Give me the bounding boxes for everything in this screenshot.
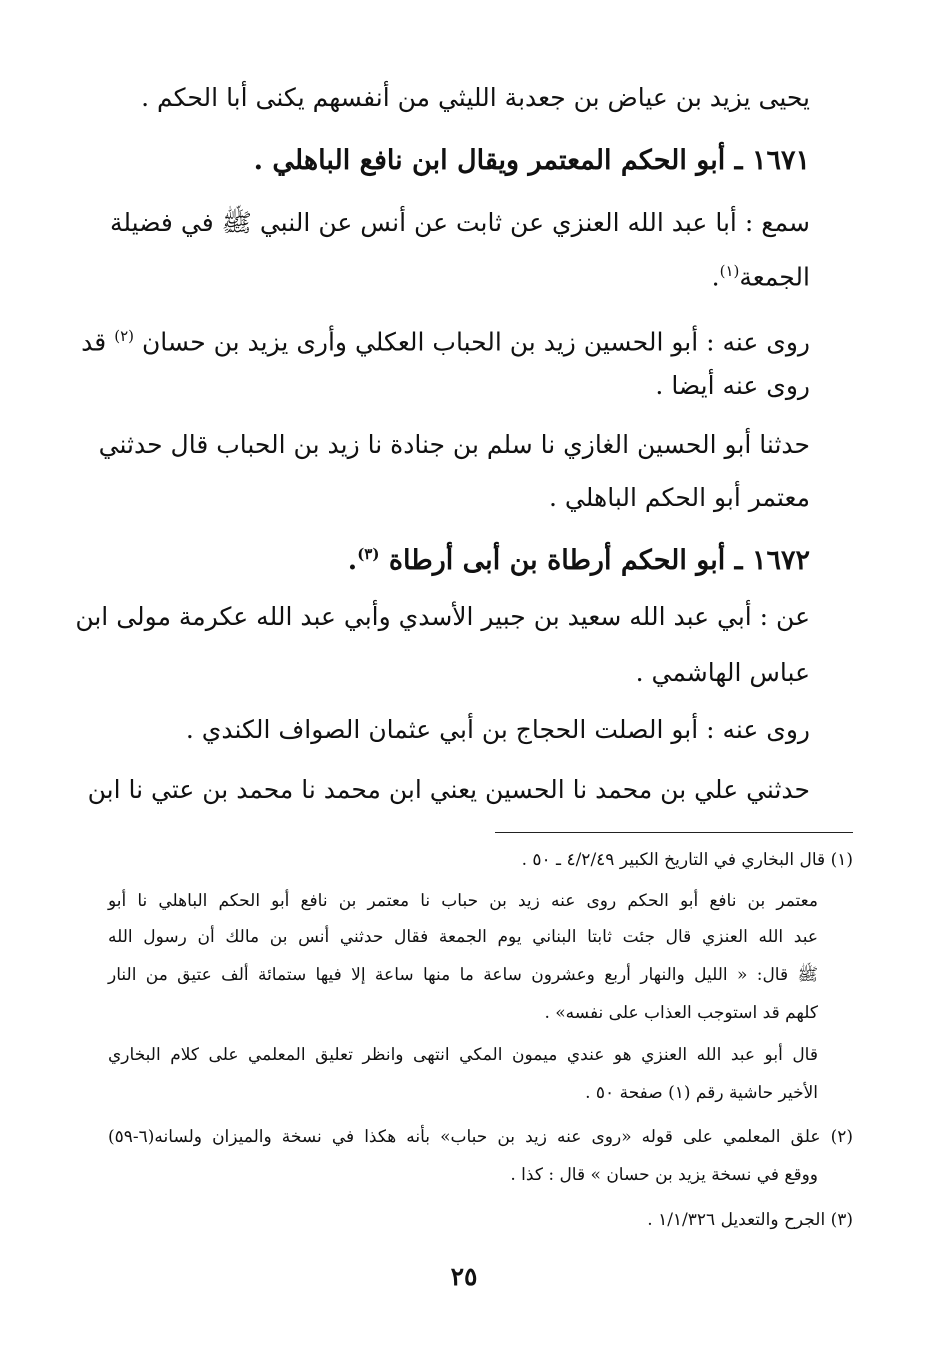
footnote-1: (١) قال البخاري في التاريخ الكبير ٤/٢/٤٩ ـ ٥٠ . [521,850,853,870]
text-line: يحيى يزيد بن عياض بن جعدبة الليثي من أنفسهم يكنى أبا الحكم . [141,83,810,112]
text-line: روى عنه أيضا . [655,371,810,400]
text-line: الجمعة$^{(١)}$. [711,262,810,292]
text-line: معتمر أبو الحكم الباهلي . [549,483,810,512]
footnote-text: كلهم قد استوجب العذاب على نفسه» . [544,1003,818,1023]
entry-heading-1672: ١٦٧٢ ـ أبو الحكم أرطاة بن أبى أرطاة $^{(٣)}$. [347,545,810,576]
footnote-text: عبد الله العنزي قال جئت ثابتا البناني يوم الجمعة فقال حدثني أنس بن مالك أن رسول الله [108,927,818,947]
footnote-2: (٢) علق المعلمي على قوله «روى عنه زيد بن حباب» بأنه هكذا في نسخة والميزان ولسانه(٦-٥٩) [108,1127,853,1147]
entry-heading-1671: ١٦٧١ ـ أبو الحكم المعتمر ويقال ابن نافع الباهلي . [253,145,810,176]
footnote-ref: (١) [719,262,740,280]
page-number: ٢٥ [450,1262,478,1291]
footnote-ref: (٣) [357,545,380,563]
footnote-text: قال أبو عبد الله العنزي هو عندي ميمون المكي انتهى وانظر تعليق المعلمي على كلام البخاري [108,1045,818,1065]
footnote-3: (٣) الجرح والتعديل ١/١/٣٢٦ . [647,1210,853,1230]
text-line: حدثني علي بن محمد نا الحسين يعني ابن محمد نا محمد بن عتي نا ابن [87,775,810,804]
text-line: حدثنا أبو الحسين الغازي نا سلم بن جنادة نا زيد بن الحباب قال حدثني [98,430,810,459]
footnote-text: ﷺ قال: « الليل والنهار أربع وعشرون ساعة ما منها ساعة إلا فيها ستمائة ألف عتيق من النار [108,965,818,985]
footnote-text: ووقع في نسخة يزيد بن حسان » قال : كذا . [510,1165,818,1185]
text-line: عن : أبي عبد الله سعيد بن جبير الأسدي وأبي عبد الله عكرمة مولى ابن [75,602,810,631]
footnote-ref: (٢) [114,327,134,345]
footnote-text: معتمر بن نافع أبو الحكم روى عنه زيد بن حباب نا معتمر بن نافع أبو الحكم الباهلي نا أبو [108,891,818,911]
footnote-separator [495,832,853,833]
text-line: روى عنه : أبو الصلت الحجاج بن أبي عثمان الصواف الكندي . [185,715,810,744]
text-line: روى عنه : أبو الحسين زيد بن الحباب العكلي وأرى يزيد بن حسان $^{(٢)}$ قد [81,327,810,357]
footnote-text: الأخير حاشية رقم (١) صفحة ٥٠ . [585,1083,818,1103]
text-line: سمع : أبا عبد الله العنزي عن ثابت عن أنس عن النبي ﷺ في فضيلة [110,208,810,237]
text-line: عباس الهاشمي . [635,658,810,687]
